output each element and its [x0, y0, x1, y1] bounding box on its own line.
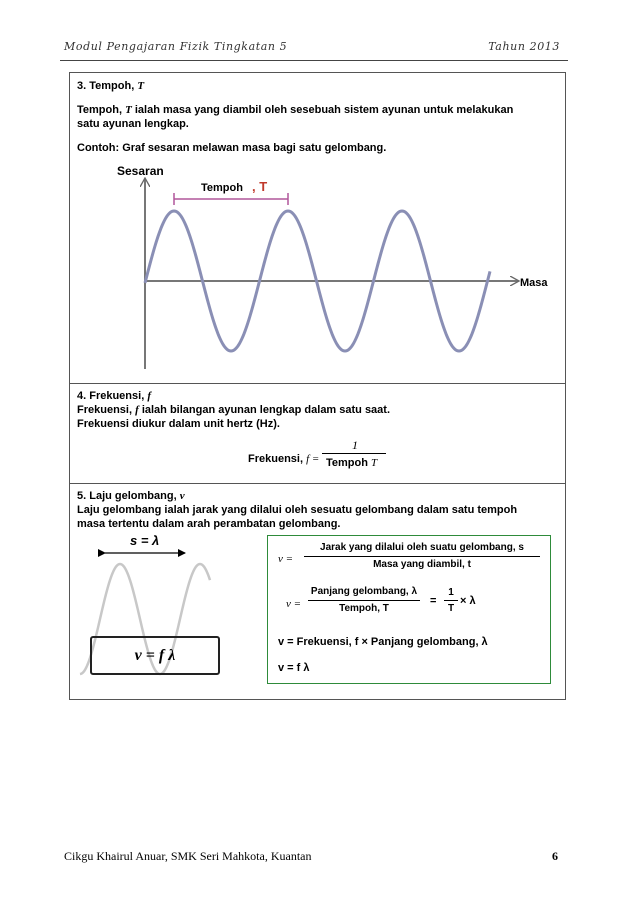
x-axis-label: Masa — [520, 277, 548, 289]
f2-denominator-2: T — [447, 603, 455, 614]
section-4-heading: 4. Frekuensi, f — [77, 390, 151, 402]
f2-numerator-2: 1 — [448, 587, 454, 598]
laju-definition: Laju gelombang ialah jarak yang dilalui oleh sesuatu gelombang dalam satu tempoh masa tertentu dalam arah perambatan gelombang. — [77, 504, 518, 530]
laju-formula-box — [267, 535, 551, 684]
f3-formula: v = Frekuensi, f × Panjang gelombang, λ — [278, 636, 488, 648]
frekuensi-fraction-bar — [322, 453, 386, 454]
main-formula-box — [90, 636, 220, 675]
page-number: 6 — [552, 849, 558, 863]
divider-4-5 — [70, 483, 565, 484]
f1-denominator: Masa yang diambil, t — [373, 559, 471, 570]
header-rule — [60, 60, 568, 61]
f2-equals: = — [430, 595, 437, 607]
y-axis-label: Sesaran — [117, 164, 164, 178]
f1-fraction-bar — [304, 556, 540, 557]
period-label: Tempoh — [201, 182, 243, 194]
tempoh-definition: Tempoh, T ialah masa yang diambil oleh sesebuah sistem ayunan untuk melakukan satu ayunan lengkap. — [77, 104, 514, 130]
header-title: Modul Pengajaran Fizik Tingkatan 5 — [64, 40, 288, 53]
displacement-time-graph — [70, 161, 565, 381]
wavelength-s-label: s = λ — [130, 533, 160, 548]
footer-author: Cikgu Khairul Anuar, SMK Seri Mahkota, Kuantan — [64, 849, 312, 863]
f4-formula: v = f λ — [278, 662, 310, 674]
frekuensi-definition: Frekuensi, f ialah bilangan ayunan lengkap dalam satu saat. Frekuensi diukur dalam unit hertz (Hz). — [77, 404, 391, 430]
f2-denominator: Tempoh, T — [339, 603, 389, 614]
f1-lhs: v = — [278, 553, 294, 565]
f2-fraction-bar-2 — [444, 600, 458, 601]
f2-times-lambda: × λ — [460, 595, 476, 607]
f2-numerator: Panjang gelombang, λ — [310, 586, 418, 597]
frekuensi-formula-denominator: Tempoh T — [326, 457, 378, 469]
frekuensi-formula-label: Frekuensi, f = — [248, 453, 320, 465]
content-frame — [69, 72, 566, 700]
main-formula: v = f λ — [134, 647, 176, 664]
section-3-heading: 3. Tempoh, T — [77, 80, 145, 92]
tempoh-example: Contoh: Graf sesaran melawan masa bagi satu gelombang. — [77, 142, 387, 154]
f2-lhs: v = — [286, 598, 302, 610]
frekuensi-formula-numerator: 1 — [352, 438, 358, 452]
divider-3-4 — [70, 383, 565, 384]
section-frekuensi — [70, 389, 565, 431]
f2-fraction-bar — [308, 600, 420, 601]
section-tempoh — [70, 79, 565, 155]
f1-numerator: Jarak yang dilalui oleh suatu gelombang, s — [320, 542, 524, 553]
section-laju-gelombang — [70, 489, 565, 531]
header-year: Tahun 2013 — [488, 40, 560, 53]
section-5-heading: 5. Laju gelombang, v — [77, 490, 185, 502]
period-symbol: , T — [252, 179, 268, 194]
